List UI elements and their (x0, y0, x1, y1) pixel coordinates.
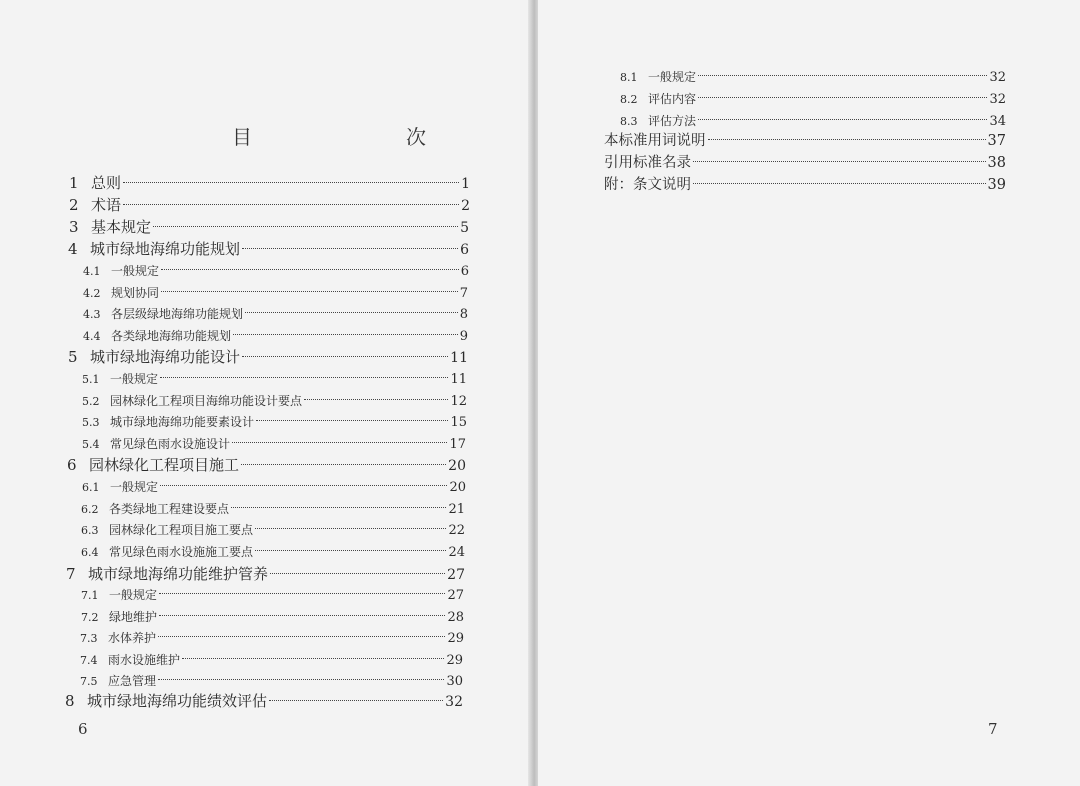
entry-page-number: 24 (448, 545, 465, 560)
entry-title: 评估方法 (648, 114, 697, 128)
entry-title: 常见绿色雨水设施施工要点 (109, 545, 254, 559)
entry-page-number: 29 (446, 653, 463, 668)
toc-entry (604, 152, 1006, 174)
page-number: 7 (988, 720, 998, 738)
entry-number: 6 (67, 456, 77, 474)
toc-entry (65, 690, 463, 712)
entry-title: 术语 (91, 196, 122, 214)
entry-page-number: 15 (450, 415, 467, 430)
entry-number: 3 (69, 218, 79, 236)
toc-entry (80, 627, 464, 649)
toc-entry (620, 66, 1006, 88)
entry-page-number: 6 (460, 242, 469, 258)
toc-entry (604, 174, 1006, 196)
leader-dots (269, 700, 443, 701)
left-page (0, 0, 532, 786)
entry-title: 总则 (91, 174, 122, 192)
leader-dots (160, 485, 447, 486)
leader-dots (698, 75, 987, 76)
entry-number: 6.4 (81, 546, 99, 559)
toc-entry (69, 194, 470, 216)
toc-entry (82, 433, 466, 455)
leader-dots (233, 334, 458, 335)
entry-number: 5.2 (82, 395, 100, 408)
entry-title: 本标准用词说明 (604, 133, 706, 149)
toc-entry (82, 476, 466, 498)
entry-number: 8.1 (620, 71, 638, 84)
entry-number: 1 (69, 174, 79, 192)
entry-title: 一般规定 (109, 588, 158, 602)
entry-title: 绿地维护 (109, 610, 158, 624)
entry-number: 5 (68, 348, 78, 366)
entry-title: 引用标准名录 (604, 155, 691, 171)
entry-page-number: 32 (989, 92, 1006, 107)
entry-number: 4.2 (83, 287, 101, 300)
entry-page-number: 12 (450, 394, 467, 409)
toc-entry (82, 368, 467, 390)
leader-dots (153, 226, 458, 227)
entry-page-number: 21 (448, 502, 465, 517)
entry-page-number: 5 (460, 220, 469, 236)
entry-page-number: 27 (447, 567, 465, 583)
entry-title: 城市绿地海绵功能要素设计 (110, 415, 255, 429)
toc-entry (68, 346, 468, 368)
entry-page-number: 32 (445, 694, 463, 710)
toc-entry (83, 325, 468, 347)
leader-dots (232, 442, 447, 443)
leader-dots (158, 636, 445, 637)
entry-page-number: 8 (459, 307, 468, 322)
toc-title: 目 次 (232, 125, 464, 149)
entry-page-number: 17 (449, 437, 466, 452)
entry-title: 应急管理 (108, 674, 157, 688)
entry-title: 评估内容 (648, 92, 697, 106)
entry-title: 一般规定 (110, 480, 159, 494)
leader-dots (159, 593, 445, 594)
entry-number: 4.4 (83, 330, 101, 343)
leader-dots (698, 119, 987, 120)
toc-entry (81, 498, 465, 520)
entry-title: 附：条文说明 (604, 177, 691, 193)
leader-dots (693, 161, 986, 162)
entry-number: 5.4 (82, 438, 100, 451)
entry-title: 园林绿化工程项目海绵功能设计要点 (110, 394, 303, 408)
toc-entry (81, 606, 464, 628)
toc-entry (80, 670, 463, 692)
leader-dots (255, 528, 446, 529)
toc-entry (67, 454, 466, 476)
leader-dots (123, 182, 459, 183)
page-number: 6 (78, 720, 88, 738)
entry-number: 7.3 (80, 632, 98, 645)
entry-number: 5.3 (82, 416, 100, 429)
leader-dots (242, 356, 448, 357)
entry-number: 7.2 (81, 611, 99, 624)
entry-number: 7.4 (80, 654, 98, 667)
entry-number: 5.1 (82, 373, 100, 386)
entry-title: 各类绿地工程建设要点 (109, 502, 230, 516)
leader-dots (161, 291, 458, 292)
leader-dots (123, 204, 459, 205)
entry-page-number: 1 (461, 176, 470, 192)
leader-dots (161, 269, 459, 270)
entry-page-number: 20 (448, 458, 466, 474)
entry-page-number: 28 (447, 610, 464, 625)
toc-entry (83, 303, 468, 325)
entry-page-number: 7 (459, 286, 468, 301)
entry-title: 园林绿化工程项目施工 (89, 456, 240, 474)
entry-title: 常见绿色雨水设施设计 (110, 437, 231, 451)
entry-page-number: 27 (447, 588, 464, 603)
leader-dots (160, 377, 448, 378)
entry-number: 7.5 (80, 675, 98, 688)
entry-page-number: 39 (987, 177, 1006, 193)
toc-entry (69, 216, 469, 238)
entry-page-number: 6 (460, 264, 469, 279)
entry-page-number: 22 (448, 523, 465, 538)
leader-dots (270, 573, 445, 574)
entry-title: 城市绿地海绵功能规划 (90, 240, 241, 258)
entry-page-number: 11 (450, 350, 468, 366)
leader-dots (182, 658, 444, 659)
entry-page-number: 29 (447, 631, 464, 646)
leader-dots (158, 679, 444, 680)
entry-number: 6.1 (82, 481, 100, 494)
entry-number: 6.3 (81, 524, 99, 537)
entry-title: 水体养护 (108, 631, 157, 645)
entry-title: 各类绿地海绵功能规划 (111, 329, 232, 343)
leader-dots (241, 464, 446, 465)
toc-entry (82, 411, 467, 433)
entry-title: 雨水设施维护 (108, 653, 181, 667)
entry-page-number: 9 (459, 329, 468, 344)
entry-title: 园林绿化工程项目施工要点 (109, 523, 254, 537)
leader-dots (708, 139, 986, 140)
entry-title: 一般规定 (110, 372, 159, 386)
entry-title: 一般规定 (111, 264, 160, 278)
entry-number: 8 (65, 692, 75, 710)
entry-page-number: 11 (450, 372, 467, 387)
leader-dots (245, 312, 458, 313)
toc-entry (80, 649, 463, 671)
leader-dots (231, 507, 446, 508)
entry-title: 一般规定 (648, 70, 697, 84)
entry-page-number: 38 (987, 155, 1006, 171)
entry-title: 规划协同 (111, 286, 160, 300)
toc-entry (83, 260, 469, 282)
entry-page-number: 2 (461, 198, 470, 214)
leader-dots (159, 615, 445, 616)
toc-entry (620, 88, 1006, 110)
entry-number: 2 (69, 196, 79, 214)
entry-number: 7 (66, 565, 76, 583)
entry-number: 8.2 (620, 93, 638, 106)
entry-page-number: 20 (449, 480, 466, 495)
entry-number: 7.1 (81, 589, 99, 602)
leader-dots (255, 550, 446, 551)
toc-entry (81, 584, 464, 606)
entry-page-number: 37 (987, 133, 1006, 149)
entry-number: 4.1 (83, 265, 101, 278)
toc-entry (83, 282, 468, 304)
leader-dots (304, 399, 448, 400)
entry-title: 城市绿地海绵功能维护管养 (88, 565, 269, 583)
entry-title: 基本规定 (91, 218, 152, 236)
entry-number: 8.3 (620, 115, 638, 128)
leader-dots (693, 183, 986, 184)
toc-entry (620, 110, 1006, 132)
toc-entry (68, 238, 469, 260)
entry-title: 各层级绿地海绵功能规划 (111, 307, 244, 321)
toc-entry (604, 130, 1006, 152)
entry-number: 6.2 (81, 503, 99, 516)
toc-entry (82, 390, 467, 412)
entry-page-number: 30 (446, 674, 463, 689)
entry-page-number: 34 (989, 114, 1006, 129)
toc-entry (81, 519, 465, 541)
toc-entry (66, 563, 465, 585)
leader-dots (242, 248, 458, 249)
entry-title: 城市绿地海绵功能设计 (90, 348, 241, 366)
right-page (538, 0, 1080, 786)
entry-page-number: 32 (989, 70, 1006, 85)
entry-number: 4.3 (83, 308, 101, 321)
entry-title: 城市绿地海绵功能绩效评估 (87, 692, 268, 710)
leader-dots (256, 420, 448, 421)
toc-entry (69, 172, 470, 194)
leader-dots (698, 97, 987, 98)
entry-number: 4 (68, 240, 78, 258)
toc-entry (81, 541, 465, 563)
